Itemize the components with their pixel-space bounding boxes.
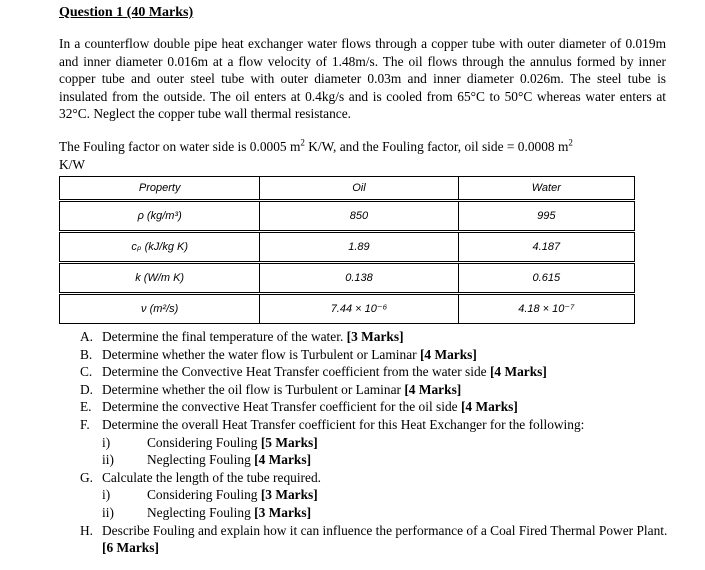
table-row <box>60 200 635 231</box>
question-d: D. Determine whether the oil flow is Turbulent or Laminar [4 Marks] <box>80 381 462 397</box>
fouling-statement <box>59 138 666 173</box>
oil-conductivity: 0.138 <box>260 262 458 293</box>
problem-statement: In a counterflow double pipe heat exchanger water flows through a copper tube with outer diameter of 0.019m and inner diameter 0.016m at a flow velocity of 1.48m/s. The oil flows through the annulus formed by inner copper tube and outer steel tube with outer diameter 0.03m and inner diameter 0.026m. The steel tube is insulated from the outside. The oil enters at 0.4kg/s and is cooled from 65°C to 50°C whereas water enters at 32°C. Neglect the copper tube wall thermal resistance. <box>59 36 666 122</box>
question-f-i: i) Considering Fouling [5 Marks] <box>102 434 318 450</box>
properties-table <box>59 176 635 324</box>
question-e: E. Determine the convective Heat Transfer coefficient for the oil side [4 Marks] <box>80 399 518 415</box>
question-g-i: i) Considering Fouling [3 Marks] <box>102 487 318 503</box>
water-specific-heat: 4.187 <box>458 231 634 262</box>
oil-density: 850 <box>260 200 458 231</box>
water-viscosity: 4.18 × 10⁻⁷ <box>458 293 634 323</box>
table-row <box>60 262 635 293</box>
question-a: A. Determine the final temperature of the water. [3 Marks] <box>80 329 404 344</box>
header-oil: Oil <box>260 177 458 201</box>
table-row <box>60 231 635 262</box>
question-list <box>80 328 680 557</box>
oil-specific-heat: 1.89 <box>260 231 458 262</box>
question-g-ii: ii) Neglecting Fouling [3 Marks] <box>102 504 312 520</box>
question-g: G. Calculate the length of the tube required. <box>80 469 322 485</box>
table-row <box>60 293 635 323</box>
question-heading: Question 1 (40 Marks) <box>59 5 194 20</box>
oil-viscosity: 7.44 × 10⁻⁶ <box>260 293 458 323</box>
header-property: Property <box>60 177 260 201</box>
property-specific-heat: cₚ (kJ/kg K) <box>60 231 260 262</box>
property-density: ρ (kg/m³) <box>60 200 260 231</box>
property-conductivity: k (W/m K) <box>60 262 260 293</box>
question-h: H. Describe Fouling and explain how it can influence the performance of a Coal Fired Thermal Power Plant. [6 Marks] <box>80 522 668 556</box>
property-viscosity: ν (m²/s) <box>60 293 260 323</box>
table-header-row <box>60 177 635 201</box>
question-b: B. Determine whether the water flow is Turbulent or Laminar [4 Marks] <box>80 346 477 362</box>
fouling-unit: K/W <box>59 156 86 172</box>
question-c: C. Determine the Convective Heat Transfer coefficient from the water side [4 Marks] <box>80 364 547 380</box>
header-water: Water <box>458 177 634 201</box>
water-conductivity: 0.615 <box>458 262 634 293</box>
question-f: F. Determine the overall Heat Transfer coefficient for this Heat Exchanger for the following: <box>80 416 585 432</box>
water-density: 995 <box>458 200 634 231</box>
fouling-text: The Fouling factor on water side is 0.0005 $m^2$ K/W, and the Fouling factor, oil side = 0.0008 $m^2$ <box>59 137 573 154</box>
question-f-ii: ii) Neglecting Fouling [4 Marks] <box>102 452 312 468</box>
